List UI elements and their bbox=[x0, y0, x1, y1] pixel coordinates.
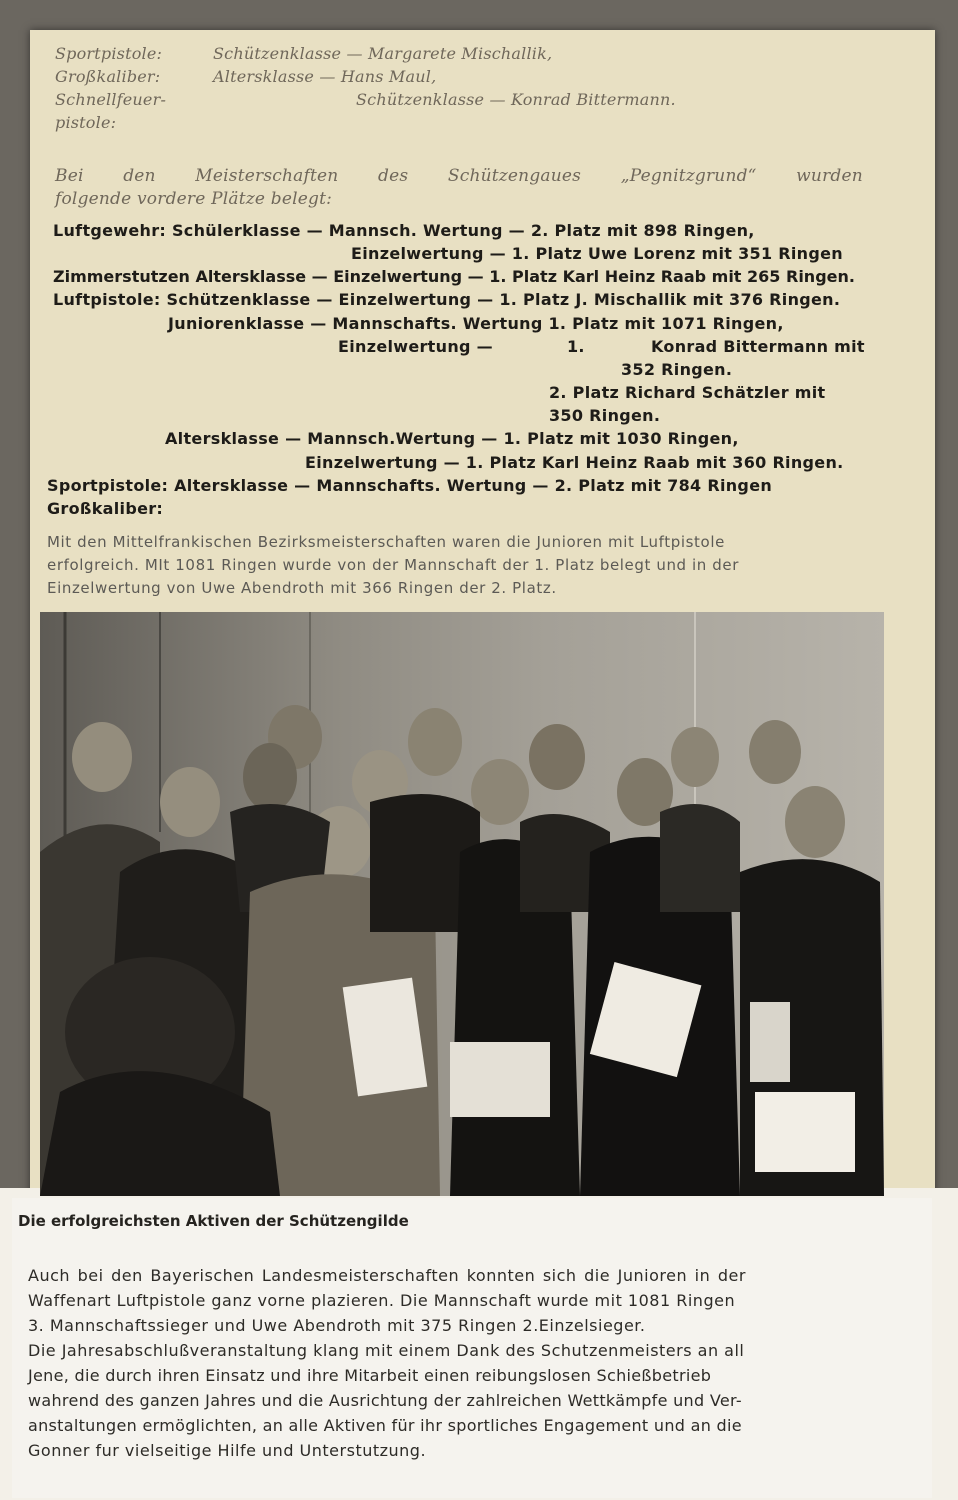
closing-line: 3. Mannschaftssieger und Uwe Abendroth mit 375 Ringen 2.Einzelsieger. bbox=[28, 1316, 646, 1335]
closing-line: Auch bei den Bayerischen Landesmeisterschaften konnten sich die Junioren in der bbox=[28, 1266, 746, 1285]
gau-line: Luftpistole: Schützenklasse — Einzelwertung — 1. Platz J. Mischallik mit 376 Ringen. bbox=[53, 290, 841, 309]
gau-line: Einzelwertung — 1. Platz Uwe Lorenz mit 351 Ringen bbox=[351, 244, 843, 263]
gau-line: Konrad Bittermann mit bbox=[651, 337, 865, 356]
gau-line: Sportpistole: Altersklasse — Mannschafts. Wertung — 2. Platz mit 784 Ringen bbox=[47, 476, 773, 495]
gau-line: 352 Ringen. bbox=[621, 360, 733, 379]
intro-line: Bei den Meisterschaften des Schützengaues „Pegnitzgrund“ wurden bbox=[55, 166, 863, 186]
bezirk-line: erfolgreich. MIt 1081 Ringen wurde von der Mannschaft der 1. Platz belegt und in der bbox=[47, 556, 740, 574]
result-label: Sportpistole: bbox=[55, 44, 163, 63]
intro-line: folgende vordere Plätze belegt: bbox=[55, 189, 333, 209]
closing-line: Gonner fur vielseitige Hilfe und Unterstutzung. bbox=[28, 1441, 427, 1460]
gau-line: 1. bbox=[567, 337, 585, 356]
gau-line: Altersklasse — Mannsch.Wertung — 1. Platz mit 1030 Ringen, bbox=[165, 429, 739, 448]
gau-line: 350 Ringen. bbox=[549, 406, 661, 425]
gau-line: Zimmerstutzen Altersklasse — Einzelwertung — 1. Platz Karl Heinz Raab mit 265 Ringen. bbox=[53, 267, 855, 286]
group-photo bbox=[40, 612, 884, 1196]
gau-line: 2. Platz Richard Schätzler mit bbox=[549, 383, 826, 402]
bezirk-line: Einzelwertung von Uwe Abendroth mit 366 Ringen der 2. Platz. bbox=[47, 579, 557, 597]
closing-line: Jene, die durch ihren Einsatz und ihre Mitarbeit einen reibungslosen Schießbetrieb bbox=[28, 1366, 712, 1385]
photo-caption: Die erfolgreichsten Aktiven der Schützengilde bbox=[18, 1212, 409, 1230]
result-label: Schnellfeuer- bbox=[55, 90, 167, 109]
bezirk-line: Mit den Mittelfrankischen Bezirksmeisterschaften waren die Junioren mit Luftpistole bbox=[47, 533, 725, 551]
result-label: Großkaliber: bbox=[55, 67, 161, 86]
closing-line: wahrend des ganzen Jahres und die Ausrichtung der zahlreichen Wettkämpfe und Ver- bbox=[28, 1391, 742, 1410]
result-label: pistole: bbox=[55, 113, 117, 132]
gau-line: Einzelwertung — bbox=[338, 337, 493, 356]
result-text: Schützenklasse — Margarete Mischallik, bbox=[213, 44, 553, 63]
gau-line: Luftgewehr: Schülerklasse — Mannsch. Wertung — 2. Platz mit 898 Ringen, bbox=[53, 221, 755, 240]
gau-line: Großkaliber: bbox=[47, 499, 164, 518]
result-text: Altersklasse — Hans Maul, bbox=[213, 67, 437, 86]
gau-line: Juniorenklasse — Mannschafts. Wertung 1. Platz mit 1071 Ringen, bbox=[168, 314, 784, 333]
closing-line: Waffenart Luftpistole ganz vorne plazieren. Die Mannschaft wurde mit 1081 Ringen bbox=[28, 1291, 736, 1310]
gau-line: Einzelwertung — 1. Platz Karl Heinz Raab mit 360 Ringen. bbox=[305, 453, 844, 472]
closing-line: Die Jahresabschlußveranstaltung klang mit einem Dank des Schutzenmeisters an all bbox=[28, 1341, 745, 1360]
result-text: Schützenklasse — Konrad Bittermann. bbox=[356, 90, 676, 109]
closing-line: anstaltungen ermöglichten, an alle Aktiven für ihr sportliches Engagement und an die bbox=[28, 1416, 742, 1435]
